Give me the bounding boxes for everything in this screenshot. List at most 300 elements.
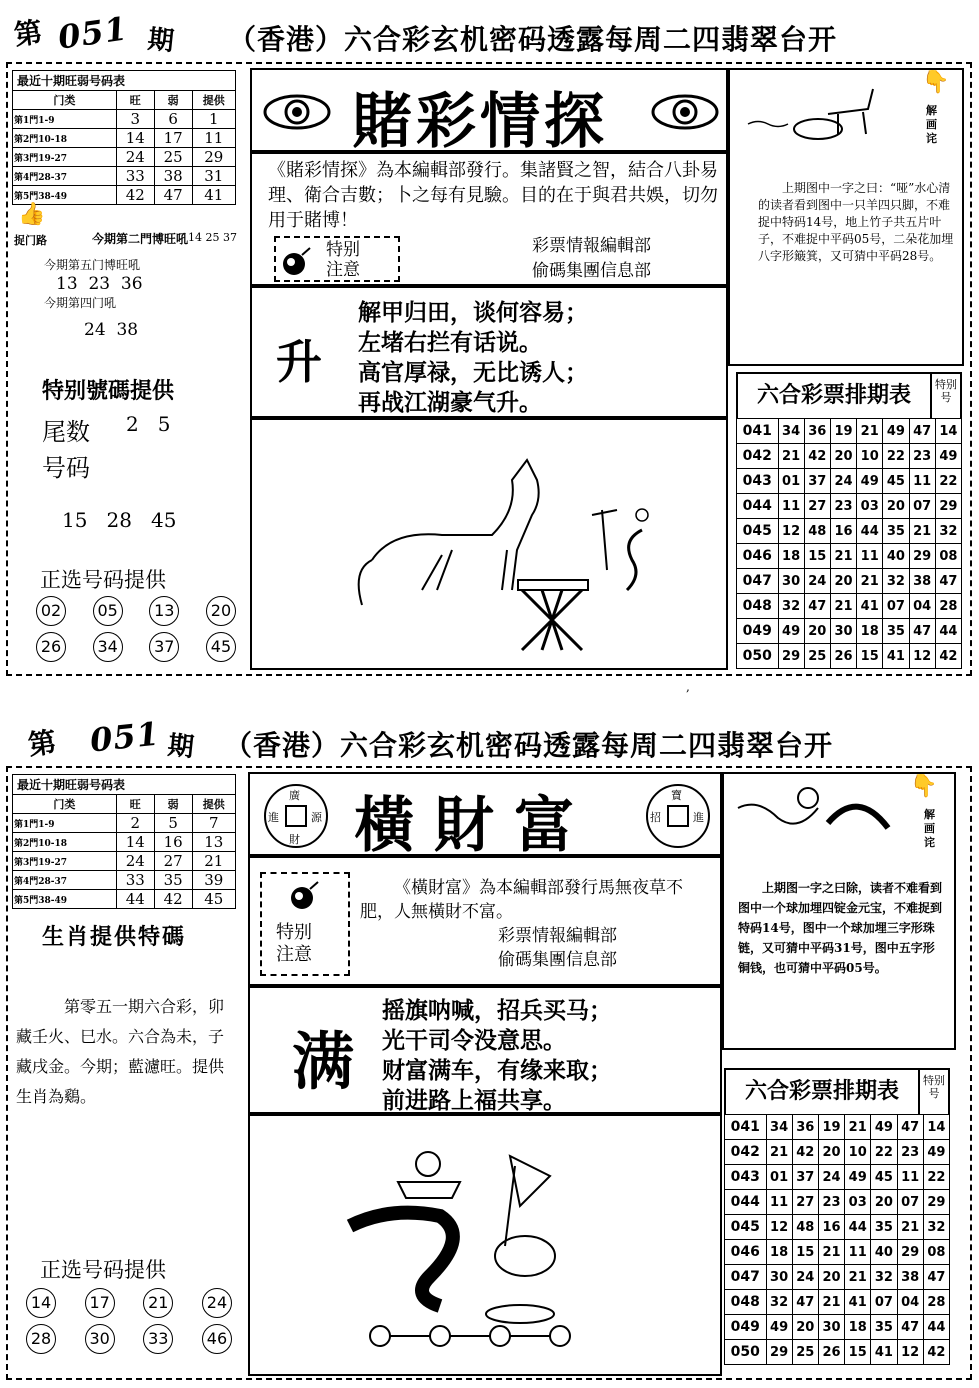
number-cell: 47 — [935, 569, 961, 594]
poem-line: 高官厚禄，无比诱人； — [358, 360, 588, 386]
intro-box — [250, 152, 728, 286]
left-column — [12, 774, 246, 1374]
table-row — [737, 519, 962, 544]
period-cell: 042 — [725, 1140, 767, 1165]
number-cell: 20 — [818, 1140, 844, 1165]
number-cell: 22 — [871, 1140, 897, 1165]
number-cell: 28 — [923, 1290, 949, 1315]
number-cell: 21 — [766, 1140, 792, 1165]
hint-nums: 14 25 37 — [188, 231, 237, 244]
number-cell: 21 — [845, 1265, 871, 1290]
period-cell: 043 — [737, 469, 779, 494]
number-cell: 20 — [830, 569, 856, 594]
table-row: 第4門28-37 33 38 31 — [13, 167, 236, 186]
table-row: 第5門38-49 44 42 45 — [13, 890, 236, 909]
horse-illustration — [342, 440, 662, 660]
period-cell: 047 — [737, 569, 779, 594]
picks-title: 正选号码提供 — [40, 568, 166, 592]
number-cell: 24 — [804, 569, 830, 594]
number-cell: 40 — [871, 1240, 897, 1265]
pointing-hand-icon: 👇 — [910, 774, 938, 799]
number-cell: 11 — [778, 494, 804, 519]
issue-prefix: 第 — [26, 725, 60, 762]
number-cell: 16 — [830, 519, 856, 544]
illustration-box — [250, 418, 728, 670]
riddle-illustration — [728, 778, 898, 848]
number-cell: 11 — [845, 1240, 871, 1265]
issue-suffix: 期 — [166, 730, 197, 764]
number-cell: 19 — [830, 419, 856, 444]
number-cell: 49 — [871, 1115, 897, 1140]
number-cell: 10 — [857, 444, 883, 469]
number-cell: 22 — [923, 1165, 949, 1190]
period-cell: 046 — [725, 1240, 767, 1265]
table-row — [725, 1315, 950, 1340]
number-cell: 12 — [909, 644, 935, 669]
table-row — [725, 1190, 950, 1215]
special-label: 特别号 — [930, 374, 960, 418]
number-cell: 29 — [935, 494, 961, 519]
intro-text: 《橫財富》為本編輯部發行馬無夜草不肥，人無橫財不富。 — [360, 878, 683, 922]
number-cell: 21 — [818, 1290, 844, 1315]
number-cell: 49 — [778, 619, 804, 644]
poem-char: 升 — [276, 335, 322, 389]
number-cell: 23 — [830, 494, 856, 519]
table-row: 第1門1-9 2 5 7 — [13, 814, 236, 833]
poem-line: 左堵右拦有话说。 — [358, 330, 542, 356]
picks-grid — [26, 1288, 232, 1354]
history-col: 门类 — [13, 795, 117, 814]
number-cell: 37 — [792, 1165, 818, 1190]
number-cell: 44 — [845, 1215, 871, 1240]
number-cell: 20 — [871, 1190, 897, 1215]
intro-text: 《賭彩情探》為本編輯部發行。集諸賢之智，結合八卦易理、衛合吉數；卜之每有見驗。目的在于與君共娛，切勿用于賭博！ — [268, 160, 718, 231]
number-cell: 22 — [883, 444, 909, 469]
history-col: 提供 — [192, 91, 235, 110]
poem-line: 前进路上福共享。 — [382, 1088, 566, 1114]
number-cell: 22 — [935, 469, 961, 494]
table-row — [737, 619, 962, 644]
number-cell: 01 — [766, 1165, 792, 1190]
number-cell: 21 — [897, 1215, 923, 1240]
history-col: 提供 — [192, 795, 235, 814]
issue-suffix: 期 — [146, 24, 177, 58]
schedule-panel — [724, 1068, 950, 1365]
pick-number: 37 — [149, 632, 179, 662]
special-label: 特别号 — [918, 1070, 948, 1114]
table-row — [737, 444, 962, 469]
number-cell: 25 — [804, 644, 830, 669]
number-cell: 45 — [871, 1165, 897, 1190]
table-row — [725, 1215, 950, 1240]
number-cell: 32 — [766, 1290, 792, 1315]
thumbs-up-icon: 👍 — [18, 202, 46, 227]
schedule-table — [724, 1114, 950, 1365]
number-cell: 49 — [923, 1140, 949, 1165]
table-row — [725, 1240, 950, 1265]
table-row: 第3門19-27 24 27 21 — [13, 852, 236, 871]
number-cell: 38 — [909, 569, 935, 594]
code-label: 号码 — [42, 454, 90, 482]
number-cell: 27 — [804, 494, 830, 519]
number-cell: 49 — [883, 419, 909, 444]
notice-badge — [274, 236, 400, 282]
pointing-hand-icon: 👇 — [922, 70, 950, 95]
history-col: 门类 — [13, 91, 117, 110]
history-title: 最近十期旺弱号码表 — [12, 774, 236, 794]
riddle-text: 上期图一字之曰除，读者不难看到图中一个球加埋四锭金元宝，不难捉到特码14号，图中一个球加埋三字形珠链，又可猜中平码31号，图中五字形铜钱，也可猜中平码05号。 — [738, 881, 943, 975]
page-title: 橫財富 — [354, 791, 594, 861]
badge-line: 特别 — [276, 922, 312, 943]
number-cell: 04 — [897, 1290, 923, 1315]
issue-header — [6, 10, 976, 60]
period-cell: 050 — [737, 644, 779, 669]
number-cell: 20 — [804, 619, 830, 644]
number-cell: 10 — [845, 1140, 871, 1165]
number-cell: 12 — [897, 1340, 923, 1365]
number-cell: 47 — [909, 619, 935, 644]
number-cell: 41 — [845, 1290, 871, 1315]
riddle-label: 诧 — [926, 132, 937, 145]
period-cell: 048 — [725, 1290, 767, 1315]
eye-icon — [650, 92, 720, 132]
number-cell: 30 — [818, 1315, 844, 1340]
pick-number: 05 — [93, 596, 123, 626]
schedule-panel — [736, 372, 962, 669]
history-table — [12, 774, 236, 909]
poem-line: 摇旗呐喊，招兵买马； — [382, 998, 612, 1024]
poem-box — [248, 986, 722, 1114]
number-cell: 28 — [935, 594, 961, 619]
number-cell: 24 — [830, 469, 856, 494]
notice-badge — [260, 872, 350, 976]
number-cell: 34 — [766, 1115, 792, 1140]
number-cell: 11 — [766, 1190, 792, 1215]
number-cell: 42 — [923, 1340, 949, 1365]
pick-number: 28 — [26, 1324, 56, 1354]
number-cell: 18 — [845, 1315, 871, 1340]
number-cell: 36 — [804, 419, 830, 444]
period-cell: 049 — [725, 1315, 767, 1340]
pick-number: 26 — [36, 632, 66, 662]
number-cell: 21 — [818, 1240, 844, 1265]
number-cell: 35 — [871, 1315, 897, 1340]
number-cell: 03 — [845, 1190, 871, 1215]
table-row: 第2門10-18 14 17 11 — [13, 129, 236, 148]
number-cell: 25 — [792, 1340, 818, 1365]
hint-nums: 24 38 — [84, 320, 139, 340]
number-cell: 30 — [766, 1265, 792, 1290]
number-cell: 12 — [778, 519, 804, 544]
table-row — [737, 569, 962, 594]
schedule-title: 六合彩票排期表 — [744, 1079, 899, 1104]
tail-label: 尾数 — [42, 418, 90, 446]
number-cell: 23 — [897, 1140, 923, 1165]
table-row — [737, 644, 962, 669]
number-cell: 14 — [935, 419, 961, 444]
period-cell: 046 — [737, 544, 779, 569]
number-cell: 47 — [792, 1290, 818, 1315]
number-cell: 26 — [818, 1340, 844, 1365]
title-box — [250, 68, 728, 157]
number-cell: 23 — [818, 1190, 844, 1215]
number-cell: 07 — [897, 1190, 923, 1215]
number-cell: 30 — [778, 569, 804, 594]
number-cell: 34 — [778, 419, 804, 444]
table-row — [725, 1115, 950, 1140]
number-cell: 49 — [845, 1165, 871, 1190]
editor-line: 偷碼集團信息部 — [532, 261, 651, 281]
table-row: 第1門1-9 3 6 1 — [13, 110, 236, 129]
goat-illustration — [738, 74, 898, 154]
number-cell: 24 — [818, 1165, 844, 1190]
bomb-icon — [288, 878, 322, 912]
number-cell: 38 — [897, 1265, 923, 1290]
number-cell: 42 — [792, 1140, 818, 1165]
pick-number: 21 — [143, 1288, 173, 1318]
history-table — [12, 70, 236, 205]
period-cell: 042 — [737, 444, 779, 469]
riddle-label: 解 — [924, 808, 935, 821]
coin-icon: 寶 招 進 — [646, 784, 710, 848]
pick-number: 46 — [202, 1324, 232, 1354]
bomb-icon — [280, 244, 314, 278]
number-cell: 15 — [792, 1240, 818, 1265]
number-cell: 35 — [883, 519, 909, 544]
number-cell: 29 — [766, 1340, 792, 1365]
number-cell: 26 — [830, 644, 856, 669]
period-cell: 043 — [725, 1165, 767, 1190]
number-cell: 18 — [766, 1240, 792, 1265]
eye-icon — [262, 92, 332, 132]
number-cell: 21 — [830, 594, 856, 619]
number-cell: 47 — [897, 1315, 923, 1340]
table-row: 第3門19-27 24 25 29 — [13, 148, 236, 167]
code-nums: 15 28 45 — [62, 508, 177, 532]
number-cell: 27 — [792, 1190, 818, 1215]
number-cell: 47 — [923, 1265, 949, 1290]
number-cell: 47 — [897, 1115, 923, 1140]
riddle-label: 画 — [926, 118, 937, 131]
number-cell: 20 — [792, 1315, 818, 1340]
table-row — [725, 1140, 950, 1165]
pick-number: 14 — [26, 1288, 56, 1318]
number-cell: 32 — [871, 1265, 897, 1290]
pick-number: 33 — [143, 1324, 173, 1354]
zodiac-title: 生肖提供特碼 — [42, 925, 187, 950]
number-cell: 30 — [830, 619, 856, 644]
number-cell: 18 — [778, 544, 804, 569]
frog-illustration — [310, 1136, 650, 1366]
number-cell: 20 — [883, 494, 909, 519]
hint-block — [14, 202, 244, 340]
number-cell: 15 — [845, 1340, 871, 1365]
period-cell: 044 — [737, 494, 779, 519]
pick-number: 24 — [202, 1288, 232, 1318]
table-row — [737, 494, 962, 519]
number-cell: 41 — [857, 594, 883, 619]
pick-number: 34 — [93, 632, 123, 662]
pick-number: 45 — [206, 632, 236, 662]
number-cell: 21 — [857, 419, 883, 444]
pick-number: 13 — [149, 596, 179, 626]
number-cell: 35 — [883, 619, 909, 644]
issue-number: 051 — [88, 714, 162, 760]
number-cell: 37 — [804, 469, 830, 494]
editor-line: 彩票情報編輯部 — [532, 236, 651, 256]
hint-line: 今期第二門博旺吼 — [92, 232, 189, 246]
number-cell: 08 — [923, 1240, 949, 1265]
tail-nums: 2 5 — [126, 412, 171, 436]
pick-number: 02 — [36, 596, 66, 626]
period-cell: 045 — [725, 1215, 767, 1240]
table-row — [737, 419, 962, 444]
number-cell: 21 — [778, 444, 804, 469]
number-cell: 29 — [923, 1190, 949, 1215]
poem-char: 满 — [292, 1025, 355, 1098]
number-cell: 07 — [883, 594, 909, 619]
riddle-box — [728, 68, 964, 366]
issue-prefix: 第 — [12, 15, 46, 52]
poem-box — [250, 286, 728, 418]
number-cell: 15 — [857, 644, 883, 669]
period-cell: 044 — [725, 1190, 767, 1215]
number-cell: 45 — [883, 469, 909, 494]
number-cell: 15 — [804, 544, 830, 569]
number-cell: 14 — [923, 1115, 949, 1140]
number-cell: 29 — [909, 544, 935, 569]
schedule-table — [736, 418, 962, 669]
number-cell: 35 — [871, 1215, 897, 1240]
pick-number: 30 — [85, 1324, 115, 1354]
number-cell: 03 — [857, 494, 883, 519]
number-cell: 21 — [857, 569, 883, 594]
left-column — [12, 70, 246, 670]
number-cell: 41 — [871, 1340, 897, 1365]
number-cell: 32 — [935, 519, 961, 544]
hint-line: 今期第四门吼 — [44, 296, 117, 310]
number-cell: 36 — [792, 1115, 818, 1140]
riddle-text: 上期图中一字之曰：“哑”水心清的读者看到图中一只羊四只脚，不难捉中特码14号，地上竹子共五片叶子，不难捉中平码05号，二朵花加埋八字形簸箕，又可猜中平码28号。 — [758, 181, 954, 263]
table-row — [737, 469, 962, 494]
poem-line: 光干司令没意思。 — [382, 1028, 566, 1054]
number-cell: 44 — [857, 519, 883, 544]
number-cell: 41 — [883, 644, 909, 669]
page-title: 賭彩情探 — [352, 87, 608, 157]
illustration-box — [248, 1114, 722, 1376]
special-title: 特别號碼提供 — [42, 379, 175, 404]
number-cell: 01 — [778, 469, 804, 494]
table-row — [725, 1290, 950, 1315]
poem-line: 再战江湖豪气升。 — [358, 390, 542, 416]
period-cell: 047 — [725, 1265, 767, 1290]
history-col: 弱 — [154, 795, 192, 814]
number-cell: 04 — [909, 594, 935, 619]
number-cell: 29 — [897, 1240, 923, 1265]
poem-line: 解甲归田，谈何容易； — [358, 300, 588, 326]
number-cell: 18 — [857, 619, 883, 644]
history-col: 旺 — [116, 91, 154, 110]
tip-label: 捉门路 — [14, 234, 47, 247]
number-cell: 07 — [909, 494, 935, 519]
period-cell: 048 — [737, 594, 779, 619]
picks-title: 正选号码提供 — [40, 1258, 166, 1282]
number-cell: 16 — [818, 1215, 844, 1240]
number-cell: 49 — [766, 1315, 792, 1340]
number-cell: 47 — [804, 594, 830, 619]
badge-line: 特别 — [326, 240, 360, 260]
period-cell: 041 — [725, 1115, 767, 1140]
badge-line: 注意 — [326, 260, 360, 280]
number-cell: 32 — [778, 594, 804, 619]
pick-number: 20 — [206, 596, 236, 626]
period-cell: 041 — [737, 419, 779, 444]
number-cell: 11 — [897, 1165, 923, 1190]
title-box — [248, 772, 722, 861]
pick-number: 17 — [85, 1288, 115, 1318]
number-cell: 48 — [804, 519, 830, 544]
table-row — [725, 1165, 950, 1190]
header-title: （香港）六合彩玄机密码透露每周二四翡翠台开 — [224, 729, 834, 762]
editor-line: 彩票情報編輯部 — [498, 926, 617, 946]
period-cell: 045 — [737, 519, 779, 544]
number-cell: 21 — [909, 519, 935, 544]
number-cell: 49 — [857, 469, 883, 494]
table-row — [725, 1340, 950, 1365]
schedule-title: 六合彩票排期表 — [756, 383, 911, 408]
badge-line: 注意 — [276, 944, 312, 965]
number-cell: 11 — [909, 469, 935, 494]
coin-icon: 廣 進 源 財 — [264, 784, 328, 848]
table-row: 第5門38-49 42 47 41 — [13, 186, 236, 205]
number-cell: 19 — [818, 1115, 844, 1140]
number-cell: 11 — [857, 544, 883, 569]
poem-line: 财富满车，有缘来取； — [382, 1058, 612, 1084]
number-cell: 07 — [871, 1290, 897, 1315]
riddle-label: 画 — [924, 822, 935, 835]
hint-nums: 13 23 36 — [56, 274, 143, 294]
number-cell: 40 — [883, 544, 909, 569]
number-cell: 44 — [935, 619, 961, 644]
number-cell: 47 — [909, 419, 935, 444]
issue-number: 051 — [55, 9, 131, 57]
number-cell: 21 — [830, 544, 856, 569]
number-cell: 08 — [935, 544, 961, 569]
number-cell: 12 — [766, 1215, 792, 1240]
number-cell: 24 — [792, 1265, 818, 1290]
riddle-box — [722, 772, 956, 1050]
number-cell: 29 — [778, 644, 804, 669]
number-cell: 23 — [909, 444, 935, 469]
number-cell: 32 — [883, 569, 909, 594]
divider-mark: , — [686, 680, 690, 694]
number-cell: 20 — [830, 444, 856, 469]
table-row: 第2門10-18 14 16 13 — [13, 833, 236, 852]
number-cell: 21 — [845, 1115, 871, 1140]
number-cell: 49 — [935, 444, 961, 469]
history-title: 最近十期旺弱号码表 — [12, 70, 236, 90]
intro-box — [248, 856, 722, 986]
period-cell: 050 — [725, 1340, 767, 1365]
header-title: （香港）六合彩玄机密码透露每周二四翡翠台开 — [228, 23, 838, 56]
picks-grid — [36, 596, 236, 662]
hint-line: 今期第五门博旺吼 — [44, 258, 141, 272]
table-row: 第4門28-37 33 35 39 — [13, 871, 236, 890]
number-cell: 44 — [923, 1315, 949, 1340]
table-row — [725, 1265, 950, 1290]
riddle-label: 解 — [926, 104, 937, 117]
period-cell: 049 — [737, 619, 779, 644]
